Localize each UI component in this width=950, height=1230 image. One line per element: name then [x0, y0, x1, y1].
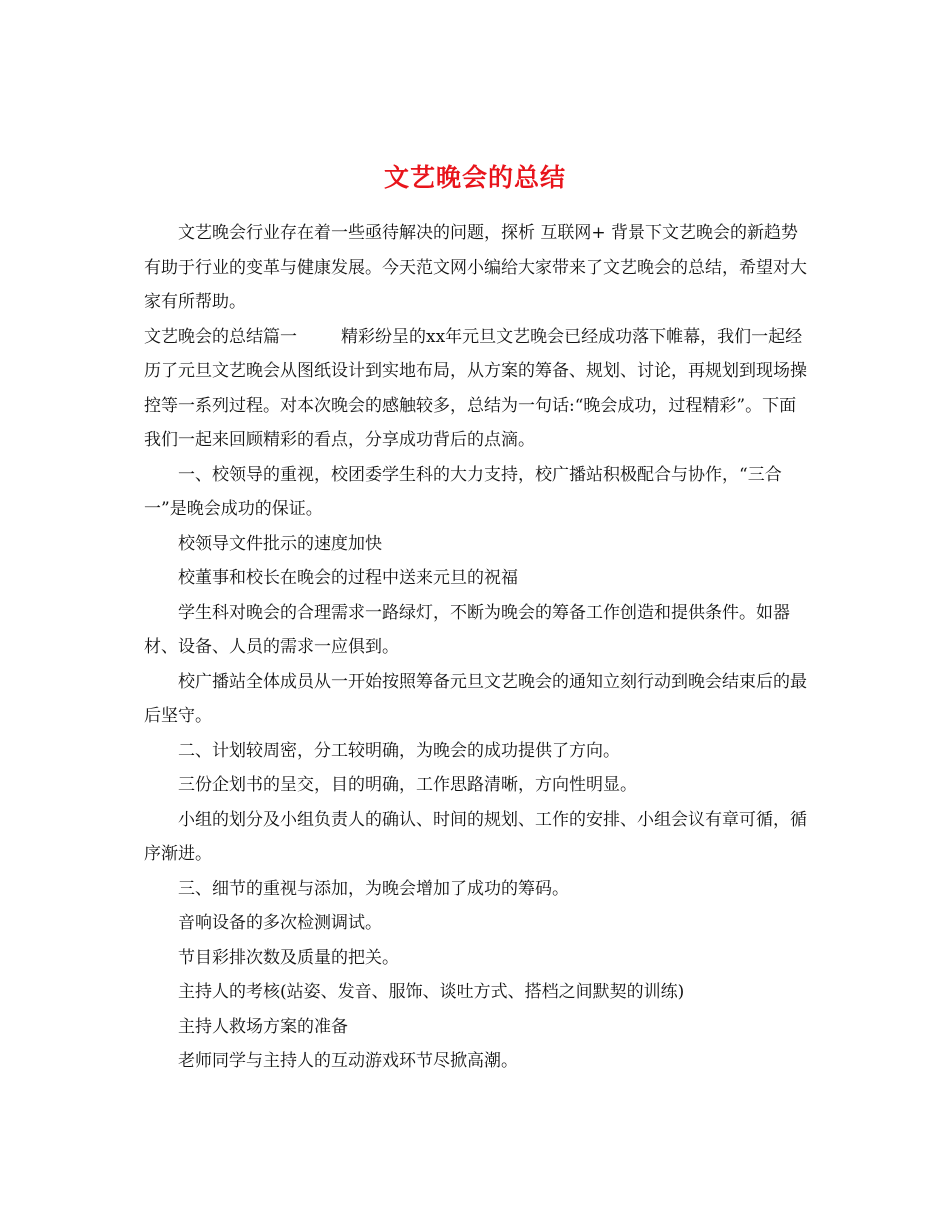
paragraph-12: 主持人的考核(站姿、发音、服饰、谈吐方式、搭档之间默契的训练) — [178, 982, 685, 1002]
paragraph-7: 三份企划书的呈交，目的明确，工作思路清晰，方向性明显。 — [178, 775, 637, 795]
document-body — [144, 216, 808, 1079]
part-label: 文艺晚会的总结篇一 — [144, 326, 297, 347]
paragraph-5: 校广播站全体成员从一开始按照筹备元旦文艺晚会的通知立刻行动到晚会结束后的最后坚守。 — [144, 671, 807, 726]
paragraph-9: 三、细节的重视与添加，为晚会增加了成功的筹码。 — [178, 878, 569, 899]
paragraph-4: 学生科对晚会的合理需求一路绿灯，不断为晚会的筹备工作创造和提供条件。如器材、设备、人员的需求一应俱到。 — [144, 602, 790, 657]
paragraph-8: 小组的划分及小组负责人的确认、时间的规划、工作的安排、小组会议有章可循，循序渐进。 — [144, 809, 807, 864]
part-paragraph — [144, 320, 808, 458]
paragraph-2: 校领导文件批示的速度加快 — [178, 533, 382, 554]
paragraph-6: 二、计划较周密，分工较明确，为晚会的成功提供了方向。 — [178, 740, 620, 761]
paragraph-11: 节目彩排次数及质量的把关。 — [178, 947, 399, 968]
paragraph-1: 一、校领导的重视，校团委学生科的大力支持，校广播站积极配合与协作，“三合一”是晚会成功的保证。 — [144, 464, 782, 519]
document-title: 文艺晚会的总结 — [383, 162, 566, 192]
part-text: 精彩纷呈的xx年元旦文艺晚会已经成功落下帷幕，我们一起经历了元旦文艺晚会从图纸设计到实地布局，从方案的筹备、规划、讨论，再规划到现场操控等一系列过程。对本次晚会的感触较多，总结为一句话:“晚会成功，过程精彩”。下面我们一起来回顾精彩的看点，分享成功背后的点滴。 — [144, 326, 807, 450]
paragraph-14: 老师同学与主持人的互动游戏环节尽掀高潮。 — [178, 1051, 518, 1071]
paragraph-13: 主持人救场方案的准备 — [178, 1016, 348, 1037]
intro-paragraph: 文艺晚会行业存在着一些亟待解决的问题，探析 互联网+ 背景下文艺晚会的新趋势有助于行业的变革与健康发展。今天范文网小编给大家带来了文艺晚会的总结，希望对大家有所帮助。 — [144, 223, 807, 312]
paragraph-3: 校董事和校长在晚会的过程中送来元旦的祝福 — [178, 568, 518, 588]
paragraph-10: 音响设备的多次检测调试。 — [178, 913, 382, 933]
